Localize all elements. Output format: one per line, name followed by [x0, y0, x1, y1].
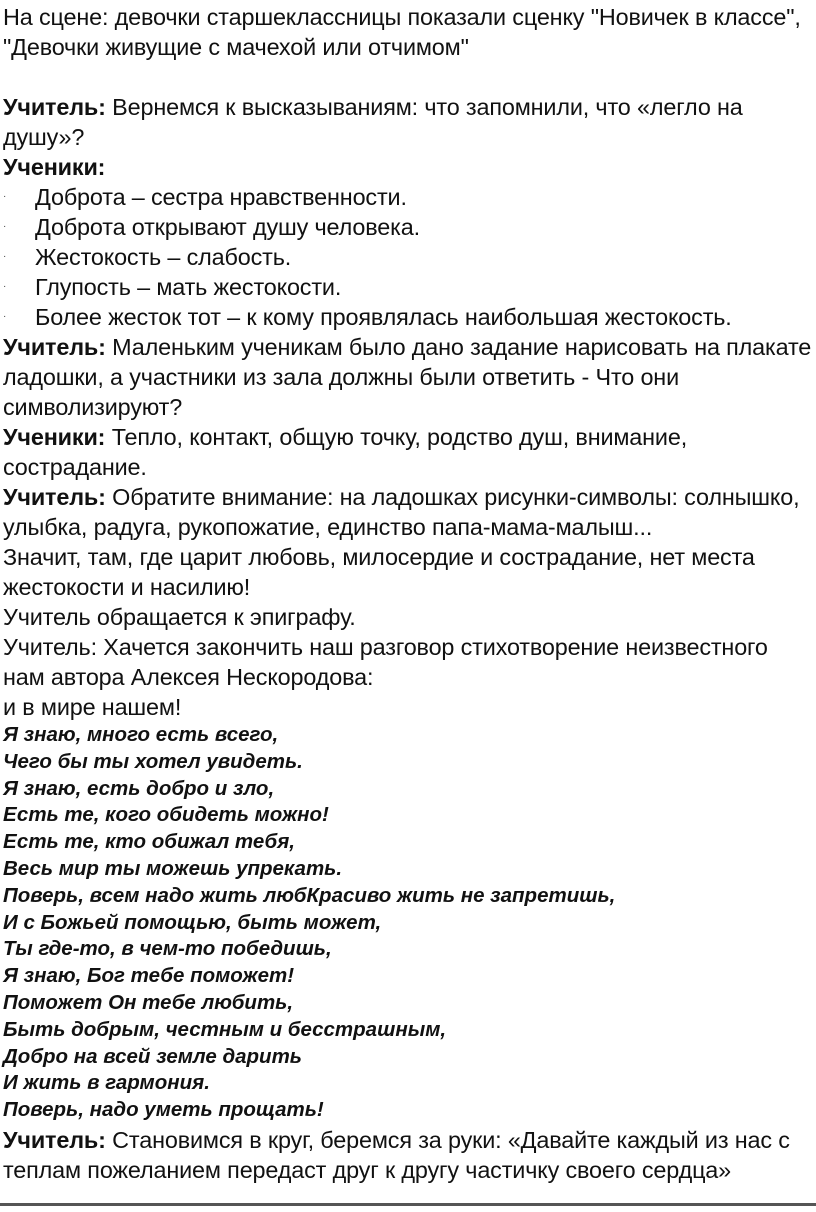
list-item — [3, 182, 813, 212]
speaker-students: Ученики: — [3, 154, 106, 180]
teacher-remark-3 — [3, 482, 813, 542]
speaker-teacher: Учитель: — [3, 1126, 106, 1153]
poem-line: Я знаю, много есть всего, — [3, 723, 279, 746]
intro-paragraph: На сцене: девочки старшеклассницы показали сценку "Новичек в классе", "Девочки живущие с мачехой или отчимом" — [3, 4, 801, 60]
list-item-text: Доброта – сестра нравственности. — [35, 184, 407, 210]
bullet-marker: · — [3, 221, 7, 232]
students-heading — [3, 152, 813, 182]
poem-line: Добро на всей земле дарить — [3, 1044, 302, 1068]
bullet-marker: · — [3, 281, 7, 292]
teacher-remark-1 — [3, 92, 813, 152]
poem-line: Я знаю, Бог тебе поможет! — [3, 964, 295, 988]
list-item — [3, 212, 813, 242]
speaker-teacher: Учитель: — [3, 94, 106, 120]
poem-line: Поверь, надо уметь прощать! — [3, 1098, 324, 1122]
poem-line: Быть добрым, честным и бесстрашным, — [3, 1017, 447, 1041]
poem-line: Чего бы ты хотел увидеть. — [3, 749, 303, 773]
paragraph-poem-intro: Учитель: Хачется закончить наш разговор стихотворение неизвестного нам автора Алексея Нескородова: — [3, 634, 768, 690]
speaker-teacher: Учитель: — [3, 334, 106, 360]
poem — [3, 722, 813, 1124]
students-remark-2 — [3, 422, 813, 482]
student-quotes-list — [3, 182, 813, 332]
speaker-teacher: Учитель: — [3, 484, 106, 510]
paragraph-world: и в мире нашем! — [3, 694, 182, 720]
teacher-remark-4 — [3, 1125, 813, 1185]
poem-line: Поможет Он тебе любить, — [3, 990, 294, 1014]
document-page — [3, 0, 813, 1185]
list-item — [3, 242, 813, 272]
poem-line: И с Божьей помощью, быть может, — [3, 910, 382, 934]
teacher-remark-1-text: Вернемся к высказываниям: что запомнили, что «легло на душу»? — [3, 94, 743, 150]
bullet-marker: · — [3, 311, 7, 322]
list-item-text: Доброта открывают душу человека. — [35, 214, 420, 240]
list-item-text: Более жесток тот – к кому проявлялась наибольшая жестокость. — [35, 304, 732, 330]
poem-line: Ты где-то, в чем-то победишь, — [3, 937, 332, 961]
list-item-text: Глупость – мать жестокости. — [35, 274, 342, 300]
bullet-marker: · — [3, 191, 7, 202]
students-remark-2-text: Тепло, контакт, общую точку, родство душ, внимание, сострадание. — [3, 424, 688, 480]
list-item — [3, 272, 813, 302]
list-item — [3, 302, 813, 332]
paragraph-conclusion: Значит, там, где царит любовь, милосердие и сострадание, нет места жестокости и насилию! — [3, 544, 755, 600]
bullet-marker: · — [3, 251, 7, 262]
teacher-remark-2-text: Маленьким ученикам было дано задание нарисовать на плакате ладошки, а участники из зала должны были ответить - Что они символизируют? — [3, 334, 812, 420]
teacher-remark-2 — [3, 332, 813, 422]
poem-line: Есть те, кого обидеть можно! — [3, 803, 329, 827]
poem-line: И жить в гармония. — [3, 1071, 210, 1095]
page-bottom-rule — [0, 1203, 816, 1206]
teacher-remark-3-text: Обратите внимание: на ладошках рисунки-символы: солнышко, улыбка, радуга, рукопожатие, единство папа-мама-малыш... — [3, 484, 800, 540]
speaker-students: Ученики: — [3, 424, 106, 450]
list-item-text: Жестокость – слабость. — [35, 244, 292, 270]
poem-line: Весь мир ты можешь упрекать. — [3, 856, 343, 880]
blank-line — [3, 62, 813, 92]
poem-line: Есть те, кто обижал тебя, — [3, 830, 295, 854]
poem-line: Я знаю, есть добро и зло, — [3, 776, 275, 800]
teacher-remark-4-text: Становимся в круг, беремся за руки: «Давайте каждый из нас с теплам пожеланием передаст друг к другу частичку своего сердца» — [3, 1126, 790, 1183]
paragraph-epigraph: Учитель обращается к эпиграфу. — [3, 604, 356, 630]
poem-line: Поверь, всем надо жить любКрасиво жить не запретишь, — [3, 883, 616, 907]
